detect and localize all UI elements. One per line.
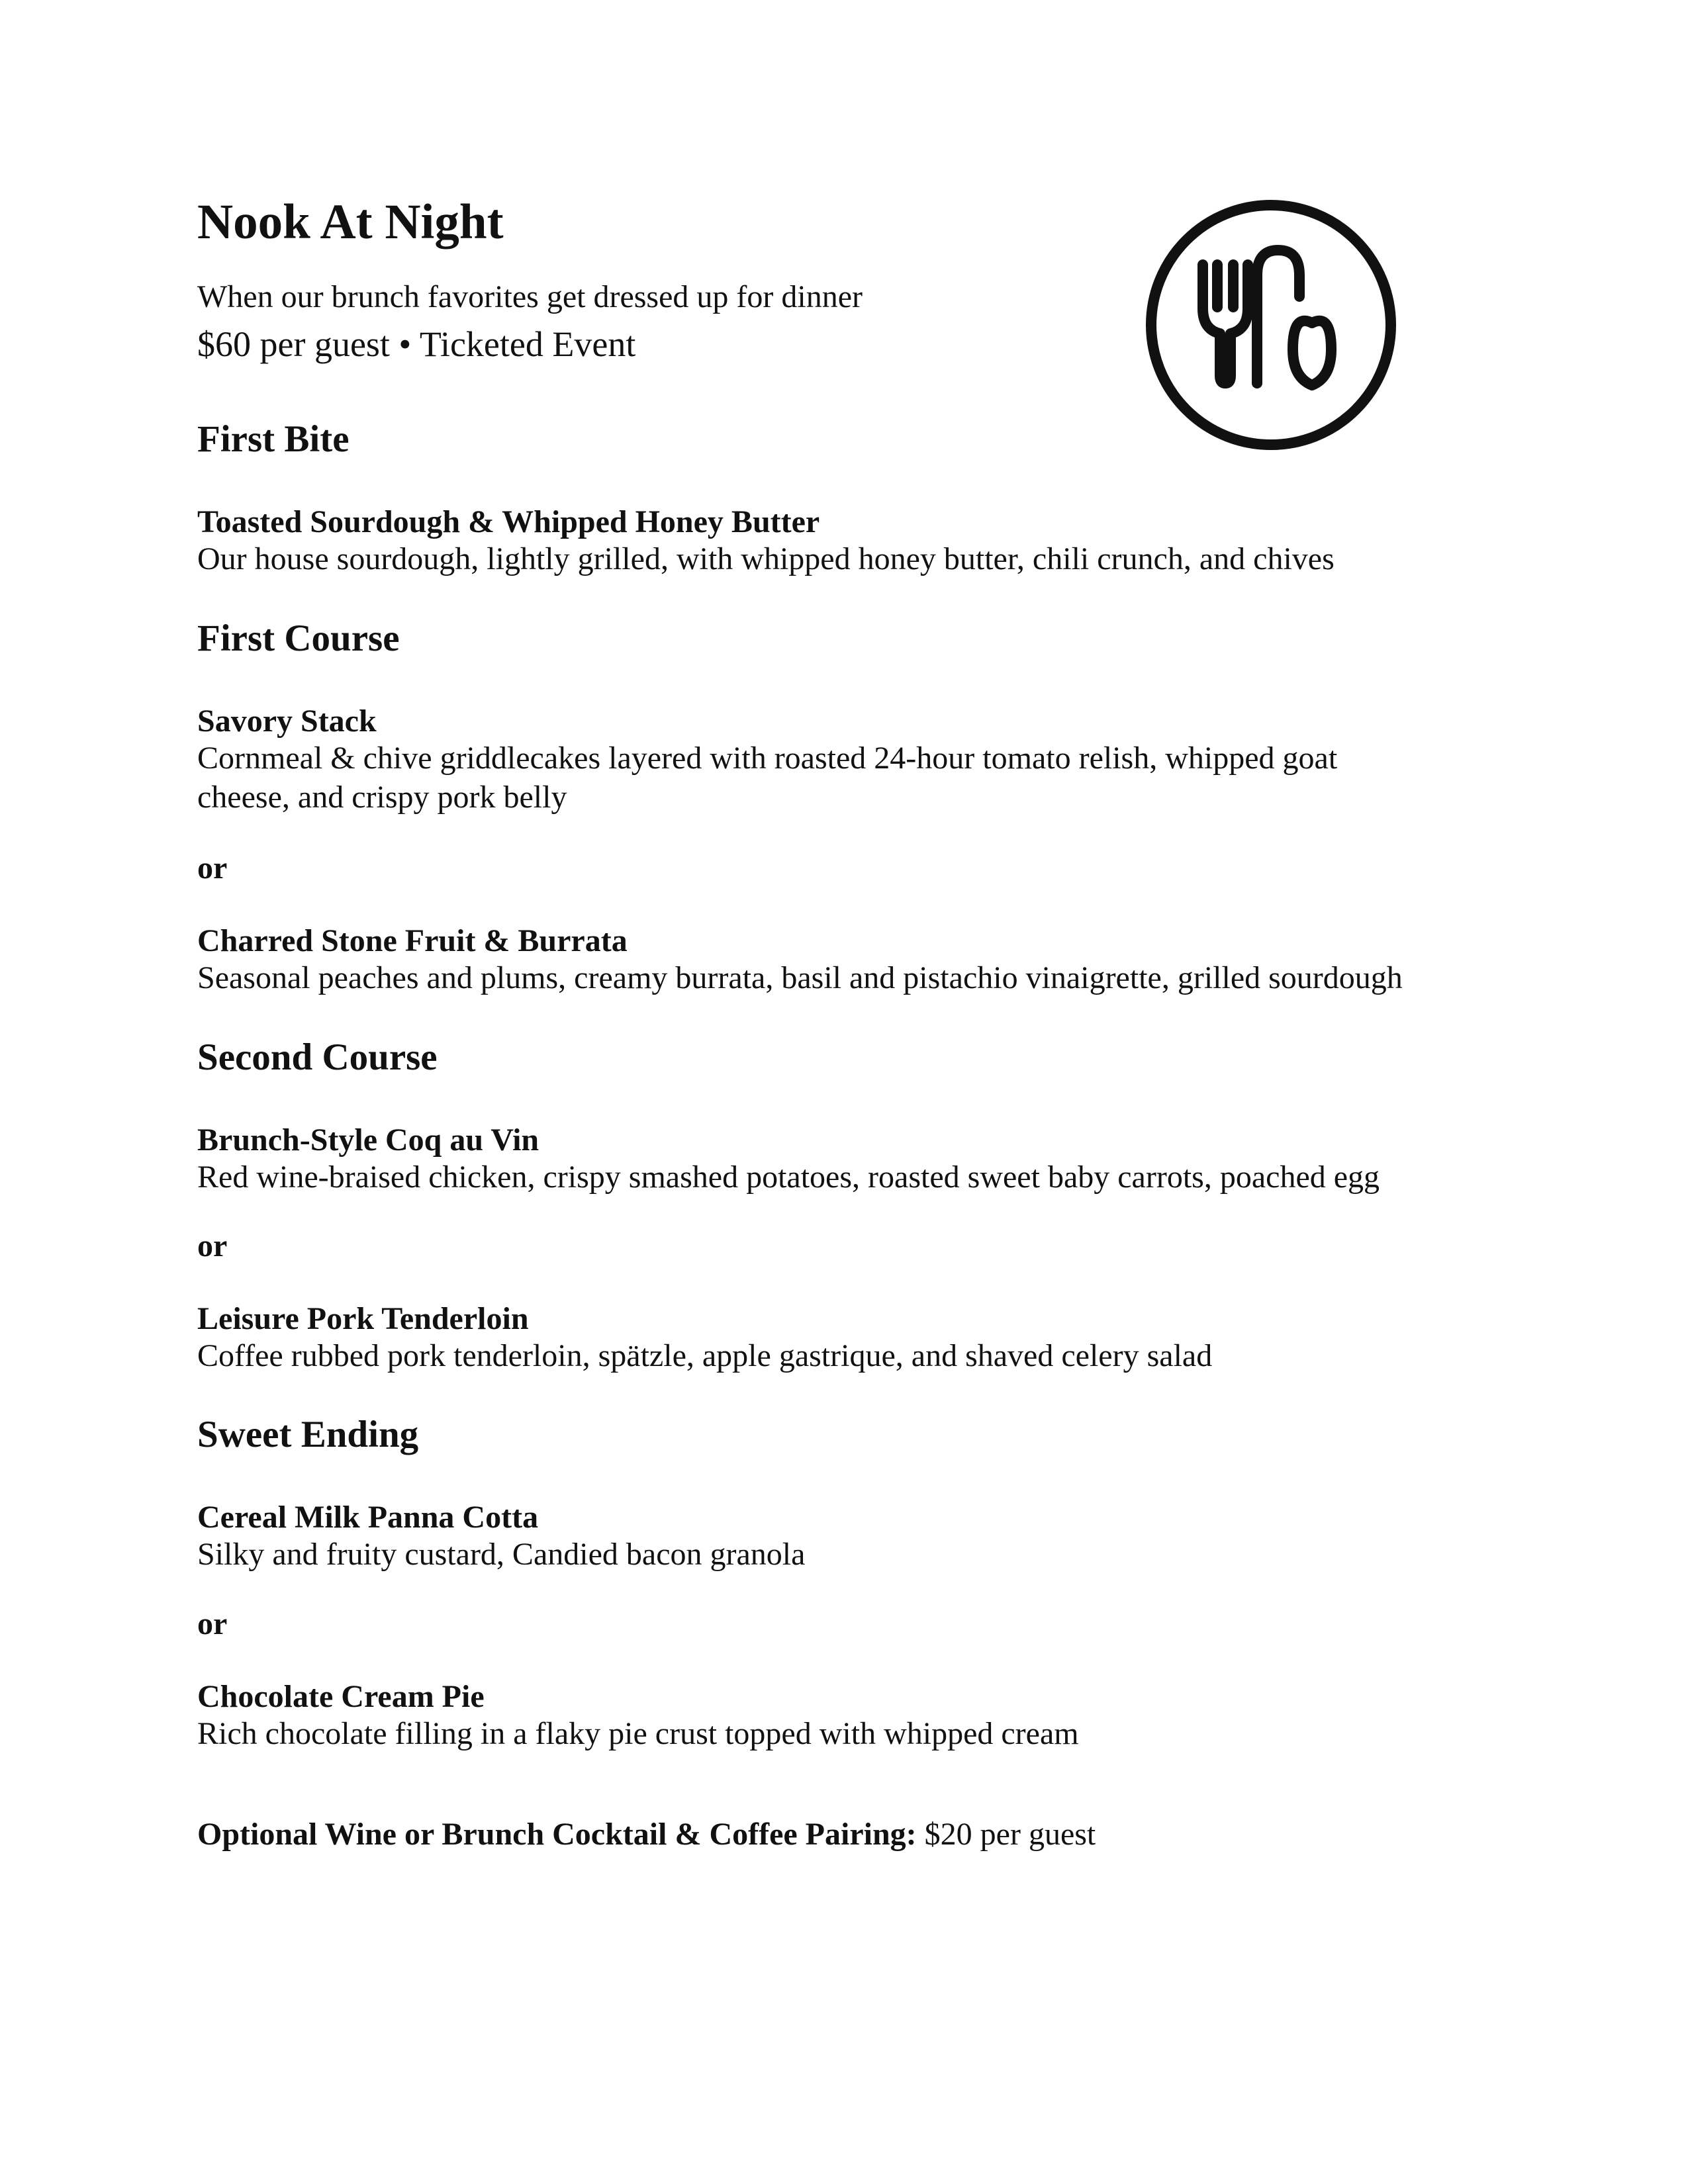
menu-price-line: $60 per guest • Ticketed Event	[197, 324, 636, 364]
dish-description: Cornmeal & chive griddlecakes layered with roasted 24-hour tomato relish, whipped goat	[197, 741, 1338, 776]
dish-name: Toasted Sourdough & Whipped Honey Butter	[197, 504, 820, 539]
fork-shape	[1203, 265, 1248, 383]
dish-description: Rich chocolate filling in a flaky pie crust topped with whipped cream	[197, 1716, 1079, 1751]
dish-description: Coffee rubbed pork tenderloin, spätzle, apple gastrique, and shaved celery salad	[197, 1338, 1213, 1373]
section-heading-sweet-ending: Sweet Ending	[197, 1414, 419, 1455]
dish-description-continued: cheese, and crispy pork belly	[197, 780, 567, 815]
dish-name: Chocolate Cream Pie	[197, 1679, 485, 1714]
menu-tagline: When our brunch favorites get dressed up for dinner	[197, 279, 863, 314]
dish-description: Our house sourdough, lightly grilled, with whipped honey butter, chili crunch, and chives	[197, 541, 1335, 576]
dish-description: Silky and fruity custard, Candied bacon granola	[197, 1537, 806, 1572]
section-heading-first-course: First Course	[197, 617, 400, 659]
menu-title: Nook At Night	[197, 195, 504, 250]
section-heading-first-bite: First Bite	[197, 418, 350, 460]
fork-and-spoon-in-circle-icon	[1143, 197, 1399, 453]
choice-separator: or	[197, 1606, 228, 1641]
dish-name: Savory Stack	[197, 704, 377, 739]
section-heading-second-course: Second Course	[197, 1036, 438, 1078]
choice-separator: or	[197, 1228, 228, 1263]
dish-name: Leisure Pork Tenderloin	[197, 1301, 529, 1336]
pairing-label: Optional Wine or Brunch Cocktail & Coffee Pairing:	[197, 1817, 917, 1852]
pairing-note	[197, 1819, 1096, 1850]
logo-circle	[1151, 205, 1391, 445]
dish-name: Charred Stone Fruit & Burrata	[197, 923, 628, 958]
pairing-price: $20 per guest	[916, 1817, 1096, 1852]
choice-separator: or	[197, 850, 228, 886]
dish-description: Red wine-braised chicken, crispy smashed potatoes, roasted sweet baby carrots, poached egg	[197, 1160, 1380, 1195]
dish-name: Cereal Milk Panna Cotta	[197, 1500, 539, 1535]
dish-description: Seasonal peaches and plums, creamy burrata, basil and pistachio vinaigrette, grilled sourdough	[197, 960, 1403, 995]
spoon-shape	[1293, 321, 1331, 385]
dish-name: Brunch-Style Coq au Vin	[197, 1122, 539, 1158]
